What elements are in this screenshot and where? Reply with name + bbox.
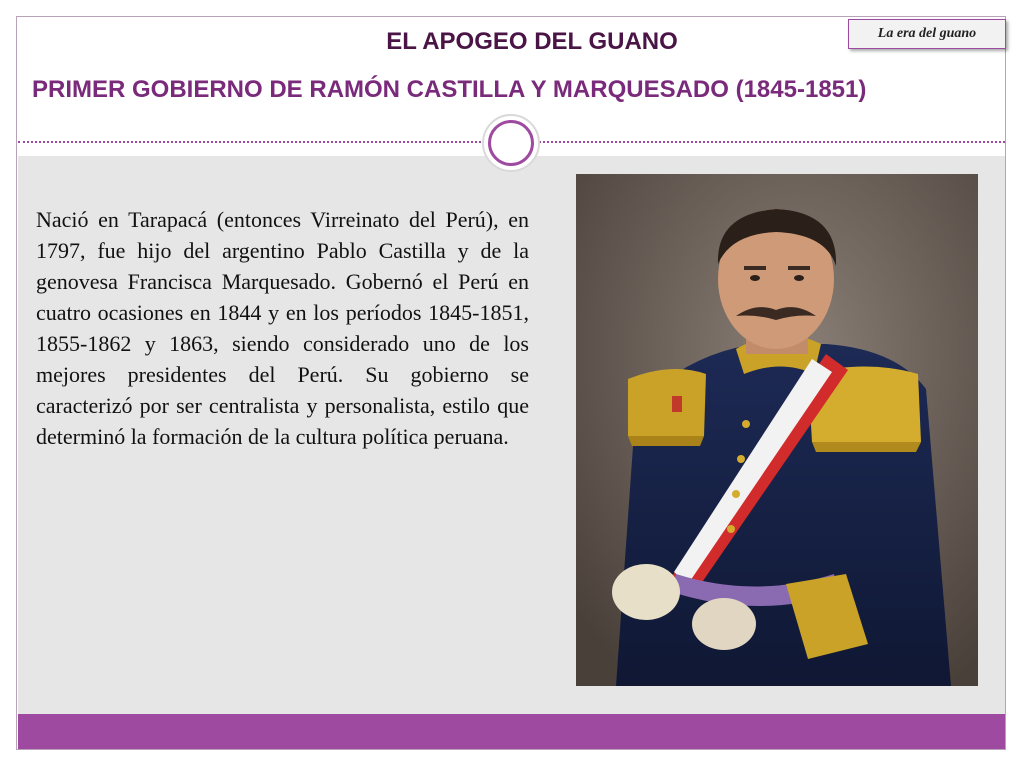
- section-tag: La era del guano: [848, 19, 1006, 49]
- page-subtitle: PRIMER GOBIERNO DE RAMÓN CASTILLA Y MARQUESADO (1845-1851): [32, 76, 867, 103]
- footer-band: [18, 714, 1005, 749]
- biography-text: Nació en Tarapacá (entonces Virreinato del Perú), en 1797, fue hijo del argentino Pablo Castilla y de la genovesa Francisca Marquesado. Gobernó el Perú en cuatro ocasiones en 1844 y en los períodos 1845-1851, 1855-1862 y 1863, siendo considerado uno de los mejores presidentes del Perú. Su gobierno se caracterizó por ser centralista y personalista, estilo que determinó la formación de la cultura política peruana.: [36, 207, 529, 449]
- portrait-image: [576, 174, 978, 686]
- page-title: EL APOGEO DEL GUANO: [386, 28, 678, 55]
- circle-ornament-inner-icon: [488, 120, 534, 166]
